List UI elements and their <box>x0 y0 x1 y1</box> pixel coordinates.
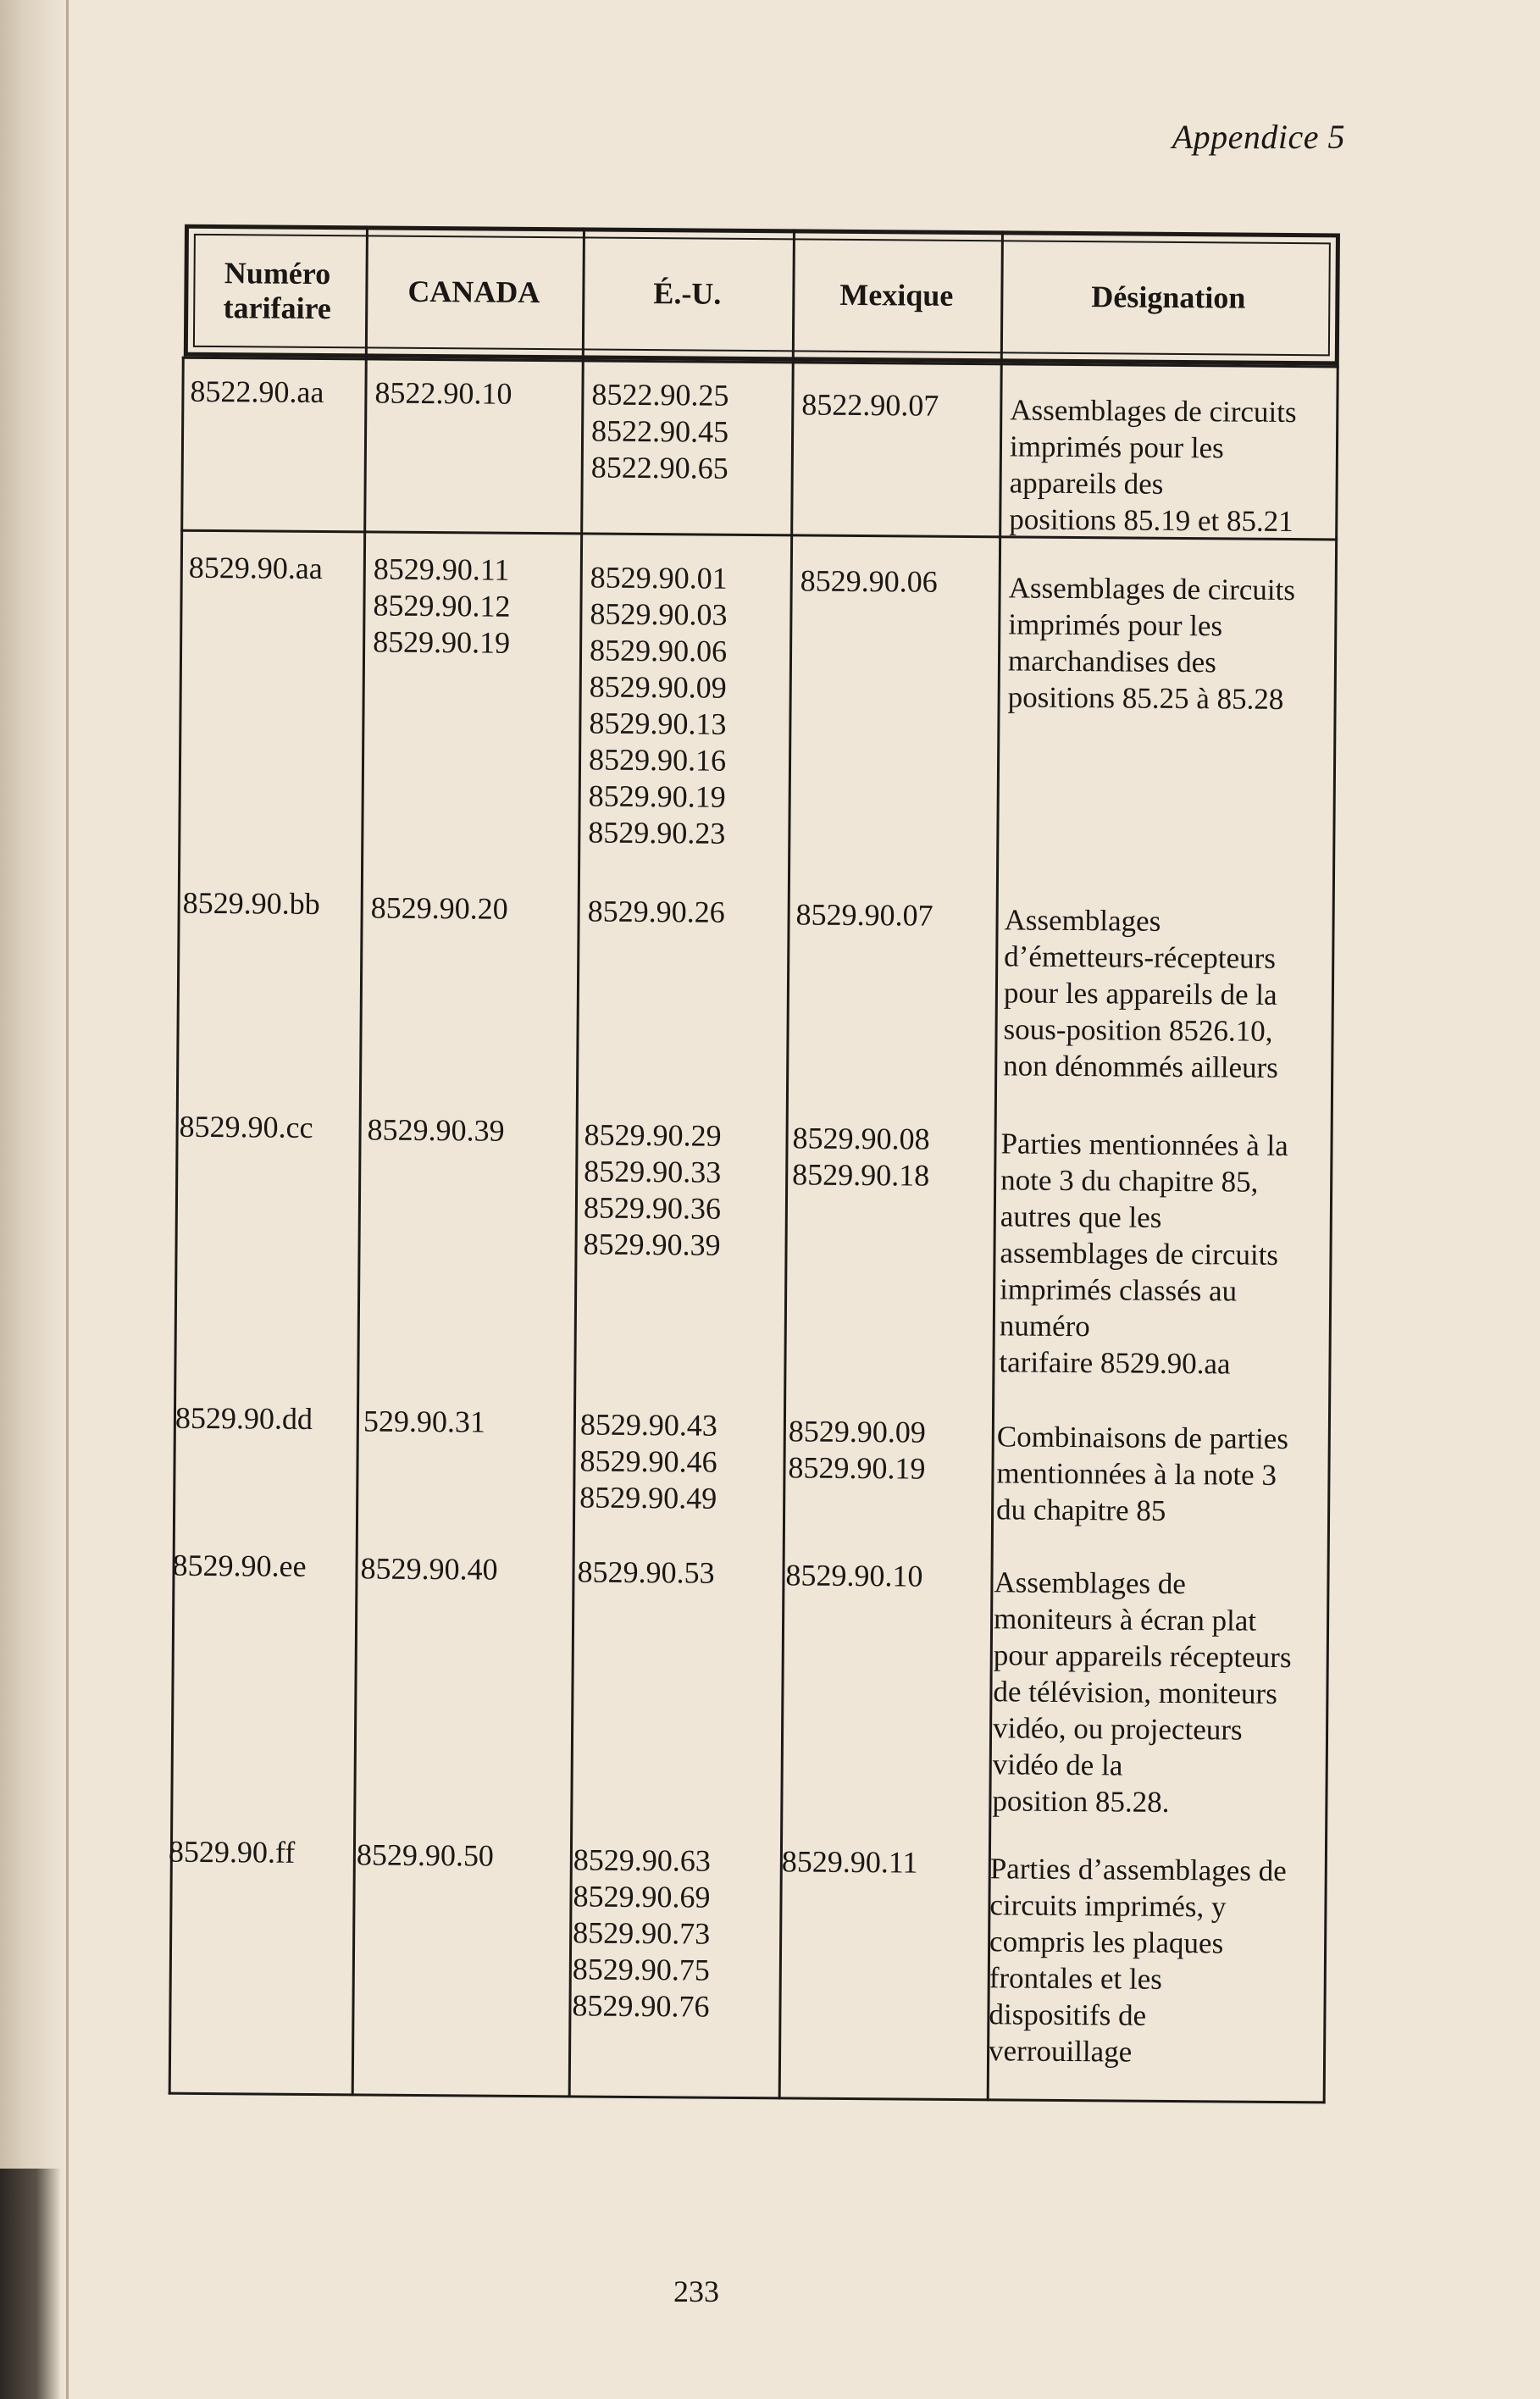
binding-shadow-dark <box>0 2169 61 2399</box>
row2-eu: 8529.90.01 8529.90.03 8529.90.06 8529.90.09 8529.90.13 8529.90.16 8529.90.19 8529.90.23 <box>588 560 728 850</box>
running-head: Appendice 5 <box>1172 118 1345 156</box>
column-rule-1 <box>352 225 368 2096</box>
header-canada: CANADA <box>407 274 540 310</box>
row3-eu: 8529.90.26 <box>587 894 725 929</box>
row1-eu: 8522.90.25 8522.90.45 8522.90.65 <box>590 377 729 485</box>
table-right-border <box>1323 365 1339 2103</box>
row4-numero-tarifaire: 8529.90.cc <box>179 1109 313 1144</box>
header-mexique: Mexique <box>839 278 954 313</box>
row2-mexique: 8529.90.06 <box>800 563 938 599</box>
row7-numero-tarifaire: 8529.90.ff <box>168 1834 296 1870</box>
row7-mexique: 8529.90.11 <box>781 1844 918 1880</box>
row2-numero-tarifaire: 8529.90.aa <box>188 550 323 586</box>
row6-numero-tarifaire: 8529.90.ee <box>172 1548 307 1583</box>
row5-mexique: 8529.90.09 8529.90.19 <box>788 1414 927 1486</box>
row5-numero-tarifaire: 8529.90.dd <box>174 1400 313 1436</box>
row6-eu: 8529.90.53 <box>577 1554 715 1590</box>
row7-canada: 8529.90.50 <box>356 1837 495 1873</box>
row1-mexique: 8522.90.07 <box>801 387 939 423</box>
row7-designation: Parties d’assemblages de circuits imprimés, y compris les plaques frontales et les dispositifs de verrouillage <box>988 1852 1287 2069</box>
row4-eu: 8529.90.29 8529.90.33 8529.90.36 8529.90.39 <box>583 1117 722 1262</box>
row6-designation: Assemblages de moniteurs à écran plat pour appareils récepteurs de télévision, moniteurs vidéo, ou projecteurs vidéo de la position 85.28. <box>992 1565 1292 1819</box>
binding-shadow <box>66 0 69 2399</box>
row4-designation: Parties mentionnées à la note 3 du chapitre 85, autres que les assemblages de circuits imprimés classés au numéro tarifaire 8529.90.aa <box>999 1127 1288 1381</box>
row3-numero-tarifaire: 8529.90.bb <box>182 885 320 922</box>
row5-eu: 8529.90.43 8529.90.46 8529.90.49 <box>579 1407 718 1515</box>
row5-canada: 529.90.31 <box>363 1404 486 1439</box>
header-numero-tarifaire: Numéro tarifaire <box>223 255 332 326</box>
row1-designation: Assemblages de circuits imprimés pour les appareils des positions 85.19 et 85.21 <box>1009 393 1297 539</box>
row3-designation: Assemblages d’émetteurs-récepteurs pour les appareils de la sous-position 8526.10, non dénommés ailleurs <box>1003 903 1279 1084</box>
header-eu: É.-U. <box>653 276 722 312</box>
column-rule-2 <box>568 227 585 2097</box>
row6-mexique: 8529.90.10 <box>785 1558 923 1593</box>
row4-mexique: 8529.90.08 8529.90.18 <box>792 1121 930 1193</box>
header-designation: Désignation <box>1091 280 1246 315</box>
page-binding-edge <box>0 0 71 2399</box>
table-bottom-rule <box>169 2092 1326 2104</box>
row6-canada: 8529.90.40 <box>360 1551 498 1587</box>
row3-mexique: 8529.90.07 <box>795 897 933 933</box>
row3-canada: 8529.90.20 <box>370 890 508 926</box>
row1-canada: 8522.90.10 <box>374 375 512 411</box>
tariff-table <box>147 224 1342 2104</box>
row1-numero-tarifaire: 8522.90.aa <box>190 374 324 410</box>
row2-designation: Assemblages de circuits imprimés pour les marchandises des positions 85.25 à 85.28 <box>1007 571 1296 716</box>
row7-eu: 8529.90.63 8529.90.69 8529.90.73 8529.90.75 8529.90.76 <box>572 1842 712 2024</box>
page-number: 233 <box>673 2274 719 2308</box>
row4-canada: 8529.90.39 <box>367 1112 505 1148</box>
row2-canada: 8529.90.11 8529.90.12 8529.90.19 <box>373 551 511 660</box>
row5-designation: Combinaisons de parties mentionnées à la note 3 du chapitre 85 <box>995 1420 1289 1527</box>
